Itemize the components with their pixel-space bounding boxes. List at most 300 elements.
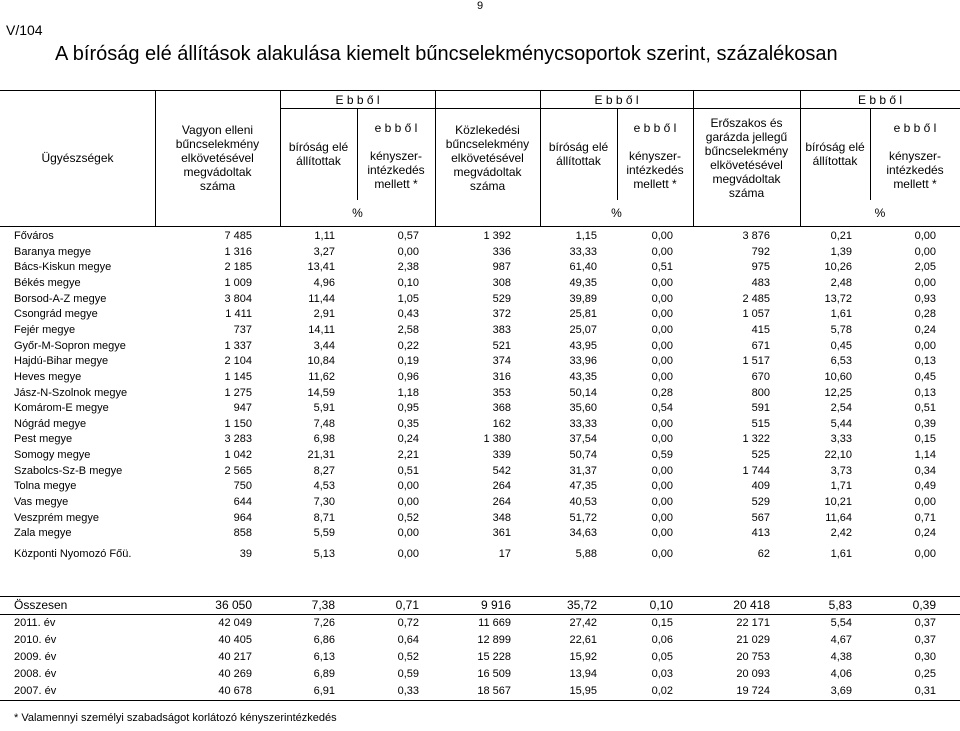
cell-eroszakos-count: 415 bbox=[751, 323, 770, 336]
cell-kozlekedesi-count: 521 bbox=[492, 339, 511, 352]
cell-kozlekedesi-birosag-pct: 47,35 bbox=[569, 480, 597, 493]
cell-kozlekedesi-count: 16 509 bbox=[477, 668, 511, 680]
cell-kozlekedesi-birosag-pct: 31,37 bbox=[569, 464, 597, 477]
cell-vagyon-kenyszer-pct: 0,52 bbox=[397, 511, 419, 524]
cell-vagyon-kenyszer-pct: 2,58 bbox=[397, 323, 419, 336]
row-label: Szabolcs-Sz-B megye bbox=[14, 464, 123, 477]
header-bottom-rule bbox=[0, 226, 960, 227]
cell-vagyon-kenyszer-pct: 0,43 bbox=[397, 308, 419, 321]
cell-eroszakos-kenyszer-pct: 0,00 bbox=[914, 245, 936, 258]
row-label: Borsod-A-Z megye bbox=[14, 292, 107, 305]
cell-eroszakos-kenyszer-pct: 0,39 bbox=[912, 598, 936, 612]
cell-eroszakos-birosag-pct: 3,33 bbox=[830, 433, 852, 446]
cell-vagyon-kenyszer-pct: 0,71 bbox=[395, 598, 419, 612]
cell-kozlekedesi-kenyszer-pct: 0,02 bbox=[651, 685, 673, 697]
cell-kozlekedesi-kenyszer-pct: 0,00 bbox=[651, 308, 673, 321]
cell-vagyon-birosag-pct: 6,91 bbox=[313, 685, 335, 697]
table-row bbox=[0, 385, 960, 401]
cell-vagyon-kenyszer-pct: 0,24 bbox=[397, 433, 419, 446]
row-label: Tolna megye bbox=[14, 480, 77, 493]
cell-eroszakos-count: 975 bbox=[751, 261, 770, 274]
cell-kozlekedesi-kenyszer-pct: 0,15 bbox=[651, 617, 673, 629]
table-row-total bbox=[0, 597, 960, 613]
table-row bbox=[0, 447, 960, 463]
cell-eroszakos-kenyszer-pct: 0,00 bbox=[914, 230, 936, 242]
cell-vagyon-kenyszer-pct: 0,51 bbox=[397, 464, 419, 477]
row-label: 2008. év bbox=[14, 668, 57, 680]
cell-vagyon-birosag-pct: 5,13 bbox=[313, 548, 335, 560]
cell-eroszakos-kenyszer-pct: 0,51 bbox=[914, 402, 936, 415]
cell-eroszakos-kenyszer-pct: 0,00 bbox=[914, 276, 936, 289]
cell-vagyon-count: 1 275 bbox=[224, 386, 252, 399]
cell-kozlekedesi-birosag-pct: 35,72 bbox=[566, 598, 597, 612]
table-end-rule bbox=[0, 700, 960, 701]
cell-kozlekedesi-count: 162 bbox=[492, 417, 511, 430]
table-row bbox=[0, 228, 960, 244]
cell-kozlekedesi-kenyszer-pct: 0,06 bbox=[651, 634, 673, 646]
header-kenyszer-3: kényszer- intézkedés mellett * bbox=[886, 149, 944, 191]
cell-kozlekedesi-count: 336 bbox=[492, 245, 511, 258]
cell-kozlekedesi-count: 529 bbox=[492, 292, 511, 305]
header-ebbol-small-3: e b b ő l bbox=[893, 121, 937, 135]
row-label: Hajdú-Bihar megye bbox=[14, 355, 109, 368]
cell-kozlekedesi-kenyszer-pct: 0,00 bbox=[651, 323, 673, 336]
cell-vagyon-birosag-pct: 7,30 bbox=[313, 496, 335, 509]
cell-eroszakos-birosag-pct: 4,06 bbox=[830, 668, 852, 680]
cell-kozlekedesi-count: 9 916 bbox=[480, 598, 511, 612]
cell-eroszakos-birosag-pct: 3,73 bbox=[830, 464, 852, 477]
cell-vagyon-birosag-pct: 6,98 bbox=[313, 433, 335, 446]
cell-vagyon-count: 750 bbox=[233, 480, 252, 493]
header-percent-3: % bbox=[874, 206, 886, 220]
cell-kozlekedesi-count: 308 bbox=[492, 276, 511, 289]
cell-kozlekedesi-kenyszer-pct: 0,00 bbox=[651, 417, 673, 430]
row-label: 2010. év bbox=[14, 634, 57, 646]
cell-vagyon-birosag-pct: 10,84 bbox=[307, 355, 335, 368]
header-vagyon: Vagyon elleni bűncselekmény elkövetésével megvádoltak száma bbox=[175, 123, 260, 193]
cell-kozlekedesi-count: 17 bbox=[498, 548, 511, 560]
cell-kozlekedesi-count: 11 669 bbox=[478, 617, 511, 629]
cell-kozlekedesi-kenyszer-pct: 0,00 bbox=[651, 511, 673, 524]
cell-eroszakos-count: 19 724 bbox=[736, 685, 770, 697]
cell-eroszakos-count: 483 bbox=[751, 276, 770, 289]
cell-vagyon-count: 858 bbox=[233, 527, 252, 540]
cell-eroszakos-kenyszer-pct: 0,24 bbox=[914, 323, 936, 336]
row-label: Csongrád megye bbox=[14, 308, 98, 321]
cell-vagyon-count: 1 009 bbox=[224, 276, 252, 289]
table-row bbox=[0, 259, 960, 275]
cell-kozlekedesi-birosag-pct: 43,95 bbox=[569, 339, 597, 352]
cell-kozlekedesi-birosag-pct: 39,89 bbox=[569, 292, 597, 305]
cell-eroszakos-birosag-pct: 2,48 bbox=[830, 276, 852, 289]
header-ebbol-1: E b b ő l bbox=[335, 93, 380, 107]
cell-eroszakos-kenyszer-pct: 0,93 bbox=[914, 292, 936, 305]
row-label: Veszprém megye bbox=[14, 511, 99, 524]
cell-kozlekedesi-birosag-pct: 33,33 bbox=[569, 417, 597, 430]
cell-eroszakos-count: 529 bbox=[751, 496, 770, 509]
table-row-year bbox=[0, 632, 960, 648]
cell-eroszakos-birosag-pct: 5,83 bbox=[828, 598, 852, 612]
cell-kozlekedesi-birosag-pct: 61,40 bbox=[569, 261, 597, 274]
cell-kozlekedesi-count: 18 567 bbox=[477, 685, 511, 697]
cell-vagyon-count: 3 283 bbox=[224, 433, 252, 446]
cell-vagyon-birosag-pct: 11,62 bbox=[308, 370, 335, 383]
cell-eroszakos-kenyszer-pct: 0,71 bbox=[914, 511, 936, 524]
cell-kozlekedesi-count: 368 bbox=[492, 402, 511, 415]
table-row bbox=[0, 510, 960, 526]
cell-kozlekedesi-count: 361 bbox=[492, 527, 511, 540]
cell-eroszakos-birosag-pct: 1,61 bbox=[830, 548, 852, 560]
cell-eroszakos-count: 62 bbox=[757, 548, 770, 560]
cell-vagyon-count: 737 bbox=[233, 323, 252, 336]
cell-eroszakos-kenyszer-pct: 0,00 bbox=[914, 339, 936, 352]
cell-vagyon-kenyszer-pct: 0,64 bbox=[397, 634, 419, 646]
table-row bbox=[0, 463, 960, 479]
table-row bbox=[0, 291, 960, 307]
cell-vagyon-count: 2 185 bbox=[224, 261, 252, 274]
cell-vagyon-kenyszer-pct: 0,33 bbox=[397, 685, 419, 697]
cell-eroszakos-birosag-pct: 5,78 bbox=[830, 323, 852, 336]
header-kozlekedesi: Közlekedési bűncselekmény elkövetésével megvádoltak száma bbox=[445, 123, 530, 193]
cell-kozlekedesi-count: 542 bbox=[492, 464, 511, 477]
cell-eroszakos-count: 515 bbox=[751, 417, 770, 430]
cell-eroszakos-birosag-pct: 10,21 bbox=[824, 496, 852, 509]
cell-eroszakos-count: 413 bbox=[751, 527, 770, 540]
table-row bbox=[0, 275, 960, 291]
header-percent-2: % bbox=[611, 206, 622, 220]
table-row bbox=[0, 400, 960, 416]
cell-kozlekedesi-kenyszer-pct: 0,00 bbox=[651, 548, 673, 560]
cell-eroszakos-count: 800 bbox=[751, 386, 770, 399]
header-birosag-ele-1: bíróság elé állítottak bbox=[288, 140, 349, 168]
cell-eroszakos-kenyszer-pct: 0,13 bbox=[914, 386, 936, 399]
table-row bbox=[0, 369, 960, 385]
cell-kozlekedesi-kenyszer-pct: 0,59 bbox=[651, 449, 673, 462]
header-ebbol-small-1: e b b ő l bbox=[374, 121, 418, 135]
cell-kozlekedesi-birosag-pct: 13,94 bbox=[569, 668, 597, 680]
cell-vagyon-birosag-pct: 5,59 bbox=[313, 527, 335, 540]
table-row bbox=[0, 431, 960, 447]
cell-eroszakos-birosag-pct: 22,10 bbox=[824, 449, 852, 462]
cell-vagyon-birosag-pct: 13,41 bbox=[307, 261, 335, 274]
table-row bbox=[0, 353, 960, 369]
cell-vagyon-kenyszer-pct: 0,00 bbox=[397, 496, 419, 509]
cell-kozlekedesi-count: 15 228 bbox=[477, 651, 511, 663]
cell-vagyon-birosag-pct: 4,53 bbox=[313, 480, 335, 493]
cell-vagyon-birosag-pct: 7,26 bbox=[313, 617, 335, 629]
cell-kozlekedesi-birosag-pct: 43,35 bbox=[569, 370, 597, 383]
cell-kozlekedesi-birosag-pct: 33,96 bbox=[569, 355, 597, 368]
cell-eroszakos-count: 20 418 bbox=[733, 598, 770, 612]
cell-eroszakos-count: 21 029 bbox=[736, 634, 770, 646]
cell-kozlekedesi-kenyszer-pct: 0,00 bbox=[651, 370, 673, 383]
cell-vagyon-kenyszer-pct: 2,38 bbox=[397, 261, 419, 274]
cell-vagyon-count: 1 337 bbox=[224, 339, 252, 352]
cell-vagyon-birosag-pct: 2,91 bbox=[313, 308, 335, 321]
cell-kozlekedesi-birosag-pct: 15,95 bbox=[569, 685, 597, 697]
cell-eroszakos-birosag-pct: 6,53 bbox=[830, 355, 852, 368]
cell-kozlekedesi-birosag-pct: 25,07 bbox=[569, 323, 597, 336]
cell-vagyon-count: 1 042 bbox=[224, 449, 252, 462]
cell-kozlekedesi-birosag-pct: 50,74 bbox=[569, 449, 597, 462]
cell-eroszakos-count: 670 bbox=[751, 370, 770, 383]
cell-vagyon-count: 40 678 bbox=[218, 685, 252, 697]
cell-vagyon-kenyszer-pct: 0,00 bbox=[397, 245, 419, 258]
cell-vagyon-kenyszer-pct: 2,21 bbox=[397, 449, 419, 462]
cell-kozlekedesi-kenyszer-pct: 0,51 bbox=[651, 261, 673, 274]
page-number: 9 bbox=[476, 0, 484, 12]
cell-kozlekedesi-birosag-pct: 34,63 bbox=[569, 527, 597, 540]
cell-vagyon-count: 39 bbox=[239, 548, 252, 560]
cell-eroszakos-count: 591 bbox=[751, 402, 770, 415]
cell-kozlekedesi-birosag-pct: 25,81 bbox=[569, 308, 597, 321]
cell-eroszakos-count: 3 876 bbox=[742, 230, 770, 242]
cell-kozlekedesi-birosag-pct: 37,54 bbox=[569, 433, 597, 446]
cell-kozlekedesi-kenyszer-pct: 0,00 bbox=[651, 230, 673, 242]
cell-kozlekedesi-kenyszer-pct: 0,00 bbox=[651, 339, 673, 352]
header-ugyeszsegek: Ügyészségek bbox=[41, 151, 114, 165]
table-row bbox=[0, 244, 960, 260]
header-percent-1: % bbox=[352, 206, 363, 220]
table-row-year bbox=[0, 649, 960, 665]
cell-kozlekedesi-birosag-pct: 49,35 bbox=[569, 276, 597, 289]
row-label: 2007. év bbox=[14, 685, 57, 697]
cell-eroszakos-kenyszer-pct: 0,24 bbox=[914, 527, 936, 540]
cell-kozlekedesi-kenyszer-pct: 0,54 bbox=[651, 402, 673, 415]
cell-vagyon-count: 2 565 bbox=[224, 464, 252, 477]
total-bottom-rule bbox=[0, 614, 960, 615]
cell-kozlekedesi-count: 316 bbox=[492, 370, 511, 383]
row-label: Jász-N-Szolnok megye bbox=[14, 386, 128, 399]
cell-vagyon-kenyszer-pct: 1,05 bbox=[397, 292, 419, 305]
cell-vagyon-birosag-pct: 5,91 bbox=[313, 402, 335, 415]
cell-eroszakos-birosag-pct: 2,54 bbox=[830, 402, 852, 415]
row-label: Összesen bbox=[14, 598, 68, 612]
table-row bbox=[0, 416, 960, 432]
cell-eroszakos-birosag-pct: 5,44 bbox=[830, 417, 852, 430]
cell-vagyon-birosag-pct: 14,11 bbox=[308, 323, 335, 336]
cell-vagyon-birosag-pct: 7,38 bbox=[311, 598, 335, 612]
row-label: Központi Nyomozó Főü. bbox=[14, 548, 132, 560]
cell-kozlekedesi-count: 1 380 bbox=[483, 433, 511, 446]
page-title: A bíróság elé állítások alakulása kiemelt bűncselekménycsoportok szerint, százalékosan bbox=[55, 43, 838, 65]
cell-kozlekedesi-kenyszer-pct: 0,03 bbox=[651, 668, 673, 680]
row-label: Bács-Kiskun megye bbox=[14, 261, 112, 274]
cell-eroszakos-count: 20 093 bbox=[736, 668, 770, 680]
cell-eroszakos-birosag-pct: 1,61 bbox=[830, 308, 852, 321]
cell-vagyon-kenyszer-pct: 0,00 bbox=[397, 548, 419, 560]
header-kenyszer-2: kényszer- intézkedés mellett * bbox=[626, 149, 684, 191]
cell-vagyon-count: 3 804 bbox=[224, 292, 252, 305]
cell-kozlekedesi-kenyszer-pct: 0,05 bbox=[651, 651, 673, 663]
row-label: Somogy megye bbox=[14, 449, 91, 462]
cell-eroszakos-kenyszer-pct: 0,31 bbox=[914, 685, 936, 697]
footnote: * Valamennyi személyi szabadságot korlátozó kényszerintézkedés bbox=[14, 712, 337, 724]
cell-eroszakos-count: 525 bbox=[751, 449, 770, 462]
row-label: 2009. év bbox=[14, 651, 57, 663]
cell-vagyon-count: 40 405 bbox=[218, 634, 252, 646]
cell-kozlekedesi-kenyszer-pct: 0,28 bbox=[651, 386, 673, 399]
cell-vagyon-count: 644 bbox=[233, 496, 252, 509]
cell-eroszakos-count: 20 753 bbox=[736, 651, 770, 663]
cell-vagyon-birosag-pct: 8,27 bbox=[313, 464, 335, 477]
table-row bbox=[0, 322, 960, 338]
cell-eroszakos-kenyszer-pct: 2,05 bbox=[914, 261, 936, 274]
cell-kozlekedesi-count: 987 bbox=[492, 261, 511, 274]
row-label: Vas megye bbox=[14, 496, 69, 509]
cell-kozlekedesi-kenyszer-pct: 0,00 bbox=[651, 433, 673, 446]
cell-eroszakos-kenyszer-pct: 0,28 bbox=[914, 308, 936, 321]
table-row-year bbox=[0, 666, 960, 682]
row-label: 2011. év bbox=[14, 617, 56, 629]
row-label: Békés megye bbox=[14, 276, 81, 289]
cell-kozlekedesi-kenyszer-pct: 0,00 bbox=[651, 276, 673, 289]
cell-eroszakos-count: 1 517 bbox=[742, 355, 770, 368]
cell-vagyon-birosag-pct: 11,44 bbox=[308, 292, 335, 305]
cell-eroszakos-birosag-pct: 2,42 bbox=[830, 527, 852, 540]
cell-kozlekedesi-birosag-pct: 5,88 bbox=[575, 548, 597, 560]
table-row-year bbox=[0, 615, 960, 631]
cell-eroszakos-kenyszer-pct: 0,37 bbox=[914, 617, 936, 629]
cell-vagyon-birosag-pct: 6,13 bbox=[313, 651, 335, 663]
cell-kozlekedesi-birosag-pct: 1,15 bbox=[575, 230, 597, 242]
cell-kozlekedesi-kenyszer-pct: 0,10 bbox=[649, 598, 673, 612]
row-label: Győr-M-Sopron megye bbox=[14, 339, 126, 352]
cell-vagyon-count: 42 049 bbox=[218, 617, 252, 629]
row-label: Főváros bbox=[14, 230, 54, 242]
cell-eroszakos-count: 1 057 bbox=[742, 308, 770, 321]
cell-eroszakos-kenyszer-pct: 0,00 bbox=[914, 496, 936, 509]
cell-vagyon-kenyszer-pct: 0,22 bbox=[397, 339, 419, 352]
row-label: Fejér megye bbox=[14, 323, 76, 336]
table-row-year bbox=[0, 683, 960, 699]
cell-eroszakos-count: 792 bbox=[751, 245, 770, 258]
cell-eroszakos-count: 567 bbox=[751, 511, 770, 524]
cell-eroszakos-kenyszer-pct: 0,39 bbox=[914, 417, 936, 430]
cell-kozlekedesi-kenyszer-pct: 0,00 bbox=[651, 355, 673, 368]
cell-vagyon-kenyszer-pct: 0,35 bbox=[397, 417, 419, 430]
cell-eroszakos-kenyszer-pct: 0,25 bbox=[914, 668, 936, 680]
cell-vagyon-kenyszer-pct: 0,52 bbox=[397, 651, 419, 663]
cell-kozlekedesi-birosag-pct: 35,60 bbox=[569, 402, 597, 415]
cell-vagyon-birosag-pct: 14,59 bbox=[307, 386, 335, 399]
cell-kozlekedesi-count: 339 bbox=[492, 449, 511, 462]
cell-kozlekedesi-birosag-pct: 33,33 bbox=[569, 245, 597, 258]
header-birosag-ele-2: bíróság elé állítottak bbox=[548, 140, 609, 168]
table-row bbox=[0, 525, 960, 541]
cell-vagyon-count: 1 145 bbox=[224, 370, 252, 383]
cell-vagyon-kenyszer-pct: 0,59 bbox=[397, 668, 419, 680]
row-label: Zala megye bbox=[14, 527, 72, 540]
cell-vagyon-kenyszer-pct: 0,00 bbox=[397, 480, 419, 493]
table-row bbox=[0, 306, 960, 322]
cell-eroszakos-birosag-pct: 0,45 bbox=[830, 339, 852, 352]
cell-eroszakos-kenyszer-pct: 1,14 bbox=[914, 449, 936, 462]
cell-vagyon-count: 1 316 bbox=[224, 245, 252, 258]
header-ebbol-3: E b b ő l bbox=[857, 93, 903, 107]
table-row bbox=[0, 478, 960, 494]
cell-eroszakos-kenyszer-pct: 0,37 bbox=[914, 634, 936, 646]
cell-eroszakos-birosag-pct: 5,54 bbox=[830, 617, 852, 629]
cell-vagyon-birosag-pct: 7,48 bbox=[313, 417, 335, 430]
cell-eroszakos-kenyszer-pct: 0,00 bbox=[914, 548, 936, 560]
cell-vagyon-count: 7 485 bbox=[224, 230, 252, 242]
row-label: Pest megye bbox=[14, 433, 73, 446]
row-label: Baranya megye bbox=[14, 245, 92, 258]
cell-eroszakos-kenyszer-pct: 0,15 bbox=[914, 433, 936, 446]
cell-eroszakos-kenyszer-pct: 0,34 bbox=[914, 464, 936, 477]
cell-kozlekedesi-birosag-pct: 27,42 bbox=[569, 617, 597, 629]
cell-vagyon-birosag-pct: 1,11 bbox=[314, 230, 335, 242]
cell-vagyon-kenyszer-pct: 0,10 bbox=[397, 276, 419, 289]
cell-vagyon-kenyszer-pct: 0,19 bbox=[397, 355, 419, 368]
cell-kozlekedesi-birosag-pct: 50,14 bbox=[569, 386, 597, 399]
cell-eroszakos-birosag-pct: 1,71 bbox=[830, 480, 852, 493]
cell-vagyon-count: 40 217 bbox=[218, 651, 252, 663]
cell-vagyon-birosag-pct: 6,89 bbox=[313, 668, 335, 680]
cell-kozlekedesi-kenyszer-pct: 0,00 bbox=[651, 496, 673, 509]
cell-eroszakos-count: 1 322 bbox=[742, 433, 770, 446]
cell-eroszakos-birosag-pct: 4,38 bbox=[830, 651, 852, 663]
cell-vagyon-kenyszer-pct: 1,18 bbox=[397, 386, 419, 399]
row-label: Komárom-E megye bbox=[14, 402, 109, 415]
cell-eroszakos-birosag-pct: 1,39 bbox=[830, 245, 852, 258]
cell-eroszakos-count: 2 485 bbox=[742, 292, 770, 305]
row-label: Heves megye bbox=[14, 370, 82, 383]
cell-kozlekedesi-count: 264 bbox=[492, 496, 511, 509]
cell-vagyon-birosag-pct: 21,31 bbox=[307, 449, 335, 462]
cell-vagyon-kenyszer-pct: 0,57 bbox=[397, 230, 419, 242]
cell-vagyon-birosag-pct: 3,44 bbox=[313, 339, 335, 352]
cell-kozlekedesi-kenyszer-pct: 0,00 bbox=[651, 245, 673, 258]
cell-kozlekedesi-birosag-pct: 51,72 bbox=[569, 511, 597, 524]
cell-eroszakos-birosag-pct: 12,25 bbox=[824, 386, 852, 399]
header-birosag-ele-3: bíróság elé állítottak bbox=[805, 140, 865, 168]
cell-eroszakos-birosag-pct: 0,21 bbox=[830, 230, 852, 242]
cell-kozlekedesi-kenyszer-pct: 0,00 bbox=[651, 527, 673, 540]
cell-eroszakos-count: 409 bbox=[751, 480, 770, 493]
header-eroszakos: Erőszakos és garázda jellegű bűncselekmény elkövetésével megvádoltak száma bbox=[704, 116, 789, 200]
document-code: V/104 bbox=[6, 22, 43, 38]
cell-eroszakos-birosag-pct: 3,69 bbox=[830, 685, 852, 697]
row-label: Nógrád megye bbox=[14, 417, 87, 430]
cell-eroszakos-kenyszer-pct: 0,49 bbox=[914, 480, 936, 493]
cell-eroszakos-birosag-pct: 10,26 bbox=[824, 261, 852, 274]
cell-kozlekedesi-kenyszer-pct: 0,00 bbox=[651, 292, 673, 305]
cell-kozlekedesi-birosag-pct: 22,61 bbox=[569, 634, 597, 646]
cell-kozlekedesi-kenyszer-pct: 0,00 bbox=[651, 464, 673, 477]
cell-kozlekedesi-count: 1 392 bbox=[483, 230, 511, 242]
cell-vagyon-count: 40 269 bbox=[218, 668, 252, 680]
cell-vagyon-kenyszer-pct: 0,95 bbox=[397, 402, 419, 415]
cell-kozlekedesi-count: 372 bbox=[492, 308, 511, 321]
cell-kozlekedesi-count: 12 899 bbox=[477, 634, 511, 646]
cell-eroszakos-birosag-pct: 11,64 bbox=[825, 511, 852, 524]
cell-vagyon-birosag-pct: 6,86 bbox=[313, 634, 335, 646]
cell-vagyon-count: 36 050 bbox=[215, 598, 252, 612]
cell-vagyon-count: 1 150 bbox=[224, 417, 252, 430]
cell-kozlekedesi-count: 374 bbox=[492, 355, 511, 368]
cell-vagyon-count: 947 bbox=[233, 402, 252, 415]
cell-vagyon-count: 1 411 bbox=[225, 308, 252, 321]
cell-vagyon-kenyszer-pct: 0,72 bbox=[397, 617, 419, 629]
cell-kozlekedesi-kenyszer-pct: 0,00 bbox=[651, 480, 673, 493]
cell-vagyon-kenyszer-pct: 0,96 bbox=[397, 370, 419, 383]
cell-eroszakos-count: 1 744 bbox=[742, 464, 770, 477]
cell-vagyon-count: 964 bbox=[233, 511, 252, 524]
header-ebbol-small-2: e b b ő l bbox=[633, 121, 677, 135]
cell-eroszakos-count: 671 bbox=[751, 339, 770, 352]
